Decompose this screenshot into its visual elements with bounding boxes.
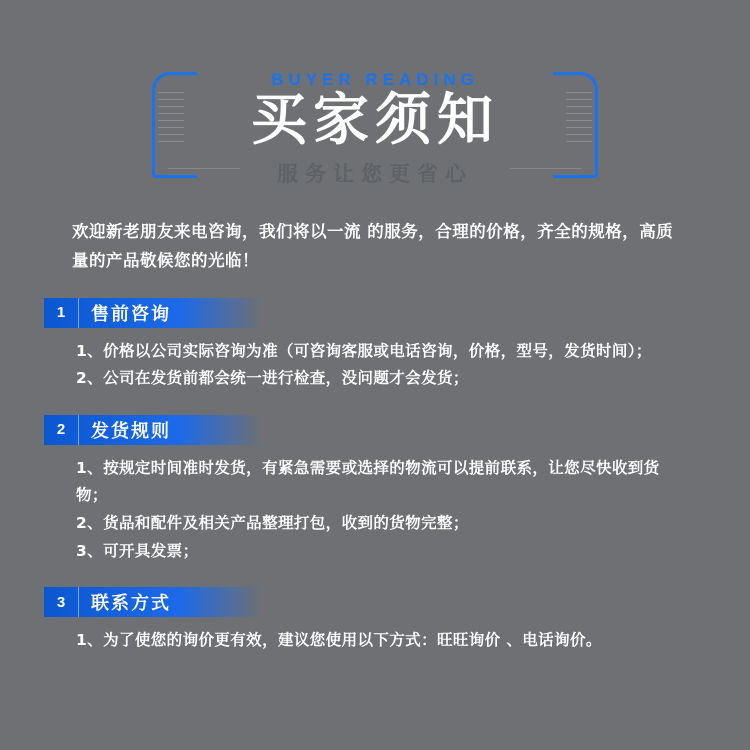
section-line: 2、公司在发货前都会统一进行检查，没问题才会发货； — [76, 369, 469, 388]
section-title: 联系方式 — [91, 593, 171, 615]
section-line: 1、为了使您的询价更有效，建议您使用以下方式：旺旺询价 、电话询价。 — [76, 631, 602, 650]
section-number-badge: 3 — [44, 587, 79, 617]
section-line: 1、按规定时间准时发货，有紧急需要或选择的物流可以提前联系，让您尽快收到货物； — [76, 458, 660, 505]
section-header — [44, 298, 262, 328]
section-line: 1、价格以公司实际咨询为准（可咨询客服或电话咨询，价格，型号，发货时间）； — [76, 341, 652, 360]
banner — [0, 0, 750, 200]
section-body — [76, 627, 684, 655]
banner-subtitle: 服务让您更省心 — [277, 162, 473, 186]
section-presale-consultation — [0, 298, 750, 393]
banner-eyebrow: BUYER READING — [271, 70, 479, 89]
section-title: 售前咨询 — [91, 303, 171, 325]
page-title: 买家须知 — [251, 88, 499, 153]
section-header — [44, 587, 262, 617]
section-line: 2、货品和配件及相关产品整理打包，收到的货物完整； — [76, 514, 469, 533]
section-body — [76, 338, 684, 393]
section-header — [44, 415, 262, 445]
section-number-badge: 1 — [44, 298, 79, 328]
section-contact-method — [0, 587, 750, 655]
section-number-badge: 2 — [44, 415, 79, 445]
section-shipping-rules — [0, 415, 750, 565]
section-title: 发货规则 — [91, 420, 171, 442]
section-line: 3、可开具发票； — [76, 541, 199, 560]
section-body — [76, 455, 684, 565]
intro-paragraph: 欢迎新老朋友来电咨询，我们将以一流 的服务，合理的价格，齐全的规格，高质量的产品敬候您的光临！ — [72, 222, 674, 270]
